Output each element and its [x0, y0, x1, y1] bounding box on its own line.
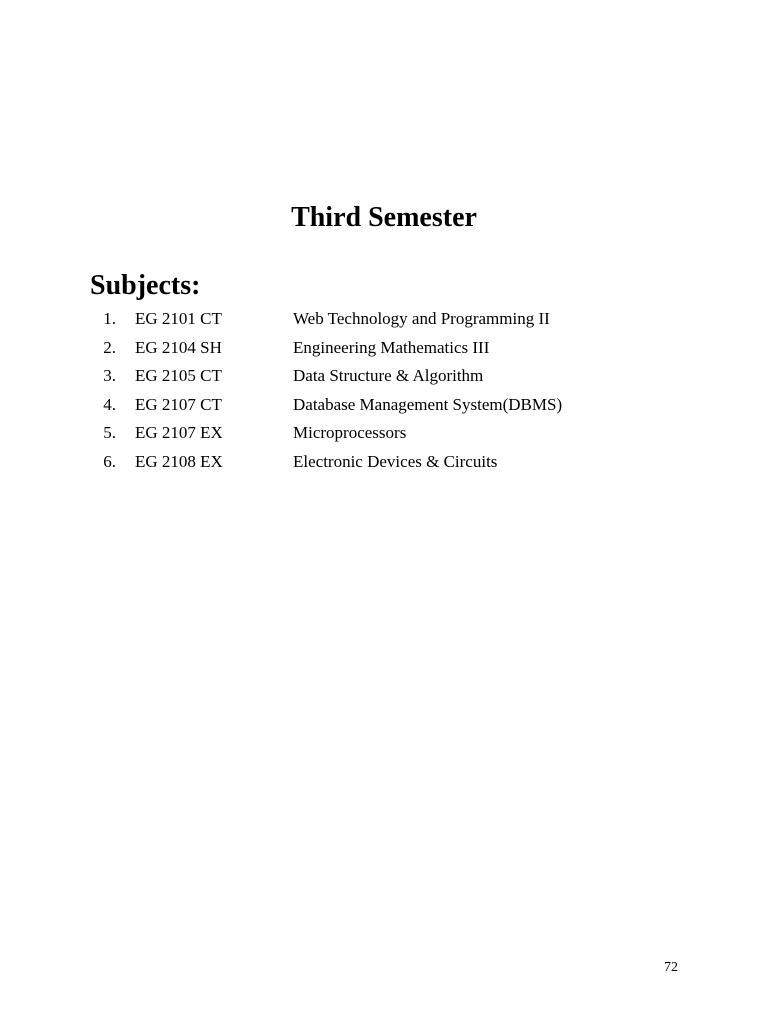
subject-row — [0, 448, 768, 477]
subject-name: Microprocessors — [293, 423, 407, 443]
subject-code: EG 2108 EX — [135, 451, 223, 471]
subject-number: 3. — [103, 366, 116, 386]
subject-row — [0, 362, 768, 391]
subject-code: EG 2107 CT — [135, 394, 222, 414]
subject-name: Web Technology and Programming II — [293, 309, 550, 328]
subject-name: Engineering Mathematics III — [293, 337, 490, 357]
subject-name: Database Management System(DBMS) — [293, 394, 563, 414]
page-title: Third Semester — [291, 202, 477, 233]
page-number: 72 — [664, 960, 678, 975]
subjects-heading: Subjects: — [90, 270, 201, 301]
subject-code: EG 2105 CT — [135, 366, 222, 386]
subject-row — [0, 334, 768, 363]
subject-number: 2. — [103, 337, 116, 357]
subject-name: Data Structure & Algorithm — [293, 366, 484, 386]
subject-number: 4. — [103, 394, 116, 414]
subject-row — [0, 391, 768, 420]
subject-number: 5. — [103, 423, 116, 443]
subject-name: Electronic Devices & Circuits — [293, 451, 498, 471]
subject-code: EG 2107 EX — [135, 423, 223, 443]
subject-row — [0, 419, 768, 448]
subject-list — [0, 305, 768, 477]
subject-number: 6. — [103, 451, 116, 471]
subject-number: 1. — [103, 309, 116, 328]
subject-row — [0, 305, 768, 334]
subject-code: EG 2104 SH — [135, 337, 222, 357]
subject-code: EG 2101 CT — [135, 309, 222, 328]
